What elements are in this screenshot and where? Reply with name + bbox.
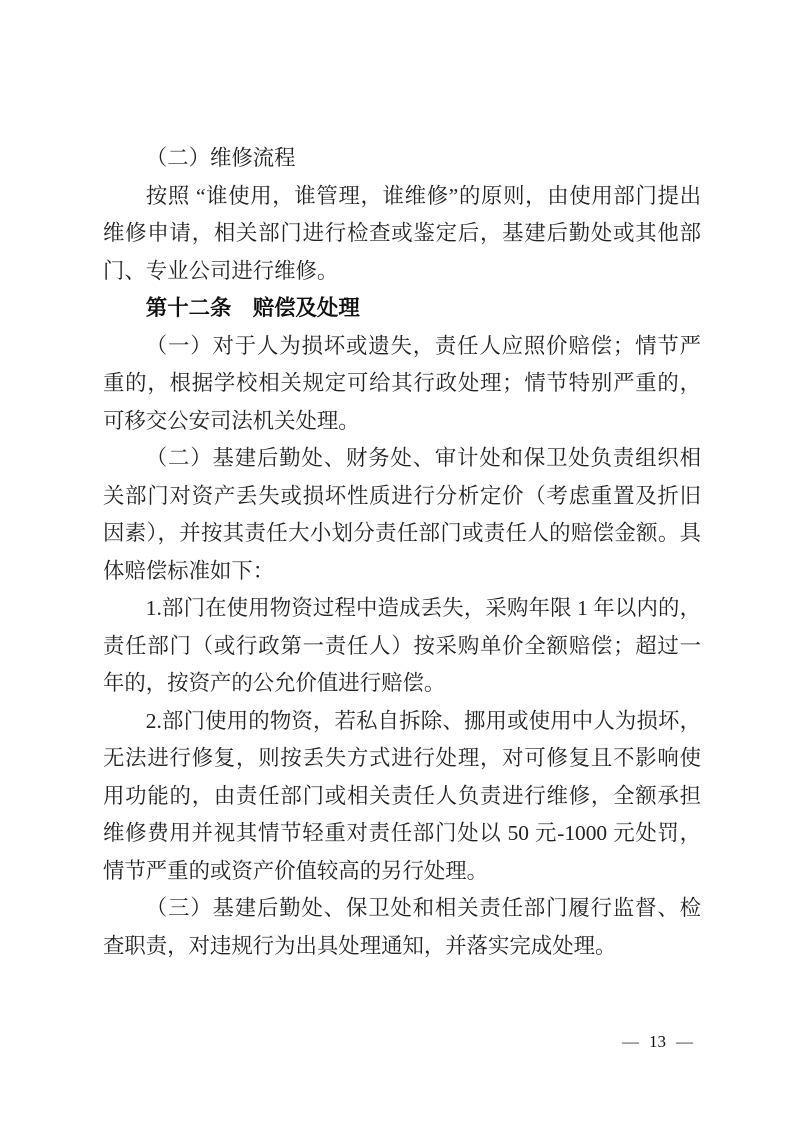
- article-12-heading: 第十二条 赔偿及处理: [145, 296, 360, 320]
- paragraph-repair-process-body: 按照 “谁使用，谁管理，谁维修”的原则，由使用部门提出维修申请，相关部门进行检查或鉴定后，基建后勤处或其他部门、专业公司进行维修。: [103, 183, 701, 283]
- paragraph-compensation-item-3: （三）基建后勤处、保卫处和相关责任部门履行监督、检查职责，对违规行为出具处理通知，并落实完成处理。: [103, 896, 701, 958]
- paragraph-compensation-item-1: （一）对于人为损坏或遗失，责任人应照价赔偿；情节严重的，根据学校相关规定可给其行政处理；情节特别严重的，可移交公安司法机关处理。: [103, 333, 701, 433]
- paragraph-compensation-standard-2: 2.部门使用的物资，若私自拆除、挪用或使用中人为损坏，无法进行修复，则按丢失方式进行处理，对可修复且不影响使用功能的，由责任部门或相关责任人负责进行维修，全额承担维修费用并视其情节轻重对责任部门处以 50 元-1000 元处罚，情节严重的或资产价值较高的另行处理。: [103, 708, 701, 883]
- paragraph-compensation-item-2: （二）基建后勤处、财务处、审计处和保卫处负责组织相关部门对资产丢失或损坏性质进行分析定价（考虑重置及折旧因素），并按其责任大小划分责任部门或责任人的赔偿金额。具体赔偿标准如下：: [103, 446, 701, 583]
- page-number-right-dash: —: [676, 1032, 693, 1051]
- paragraph-repair-process-subtitle: （二）维修流程: [145, 146, 296, 170]
- page-number-value: 13: [649, 1032, 666, 1051]
- page-number-left-dash: —: [622, 1032, 639, 1051]
- paragraph-compensation-standard-1: 1.部门在使用物资过程中造成丢失，采购年限 1 年以内的，责任部门（或行政第一责任人）按采购单价全额赔偿；超过一年的，按资产的公允价值进行赔偿。: [103, 596, 701, 695]
- page-number: [622, 1030, 693, 1054]
- document-body: [103, 140, 701, 965]
